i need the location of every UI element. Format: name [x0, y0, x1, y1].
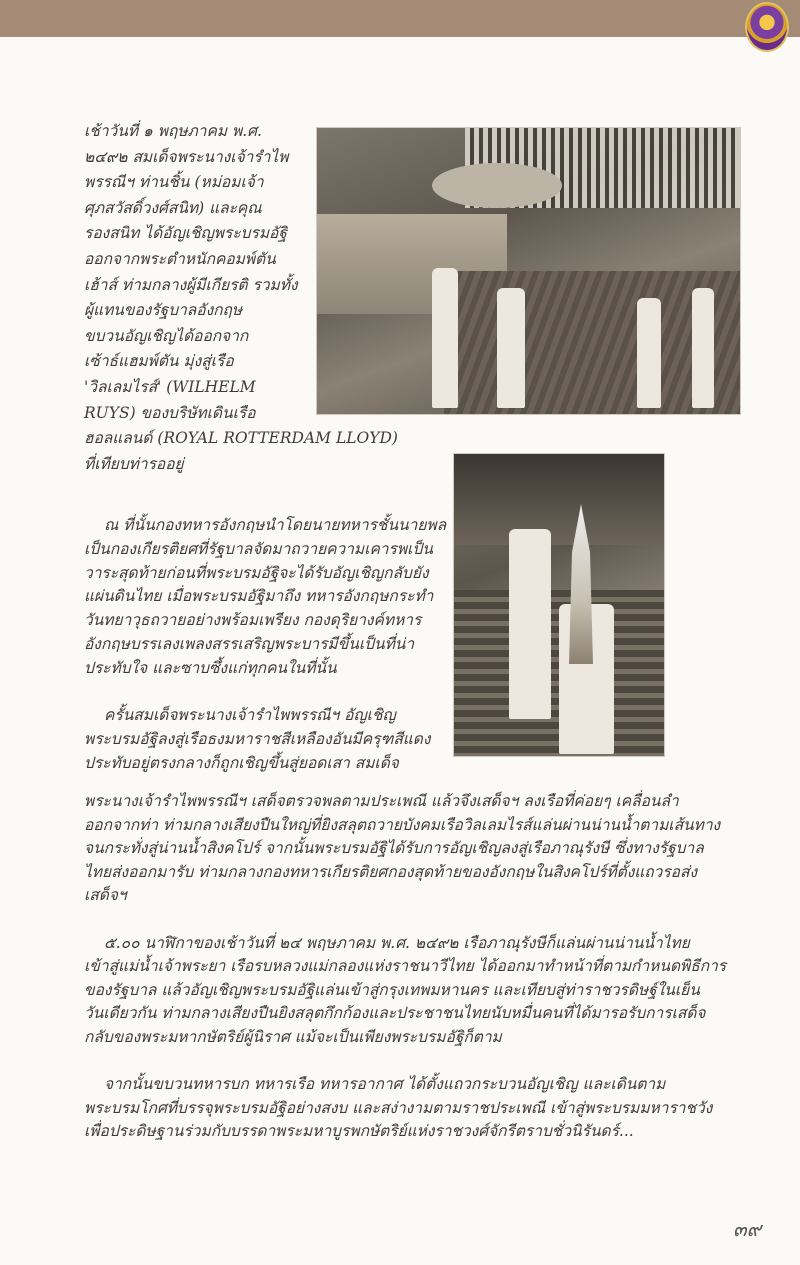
text-line: รองสนิท ได้อัญเชิญพระบรมอัฐิ [84, 224, 287, 243]
text-line: ศุภสวัสดิ์วงศ์สนิท) และคุณ [84, 198, 262, 217]
text-line: พรรณีฯ ท่านชิ้น (หม่อมเจ้า [84, 173, 264, 192]
text-line: ไทยส่งออกมารับ ท่ามกลางกองทหารเกียรติยศกองสุดท้ายของอังกฤษในสิงคโปร์ที่ตั้งแถวรอส่ง [84, 862, 698, 881]
text-line: เช้าวันที่ ๑ พฤษภาคม พ.ศ. [84, 122, 262, 140]
text-line: อังกฤษบรรเลงเพลงสรรเสริญพระบารมีขึ้นเป็นที่น่า [84, 635, 415, 653]
text-line: ครั้นสมเด็จพระนางเจ้ารำไพพรรณีฯ อัญเชิญ [104, 706, 396, 725]
text-line: พระบรมอัฐิลงสู่เรือธงมหาราชสีเหลืองอันมีครุฑสีแดง [84, 730, 431, 749]
text-line: ประทับอยู่ตรงกลางก็ถูกเชิญขึ้นสู่ยอดเสา สมเด็จ [84, 754, 399, 772]
text-line: เสด็จฯ [84, 886, 127, 905]
text-line: จากนั้นขบวนทหารบก ทหารเรือ ทหารอากาศ ได้ตั้งแถวกระบวนอัญเชิญ และเดินตาม [104, 1075, 666, 1094]
text-line: ๕.๐๐ นาฬิกาของเช้าวันที่ ๒๔ พฤษภาคม พ.ศ. ๒๔๙๒ เรือภาณุรังษีก็แล่นผ่านน่านน้ำไทย [104, 933, 690, 952]
text-line: ของรัฐบาล แล้วอัญเชิญพระบรมอัฐิแล่นเข้าสู่กรุงเทพมหานคร และเทียบสู่ท่าราชวรดิษฐ์ในเย็น [84, 980, 700, 999]
header-bar [0, 0, 800, 37]
text-line: เข้าสู่แม่น้ำเจ้าพระยา เรือรบหลวงแม่กลองแห่งราชนาวีไทย ได้ออกมาทำหน้าที่ตามกำหนดพิธีการ [84, 957, 727, 976]
text-line: กลับของพระมหากษัตริย์ผู้นิราศ แม้จะเป็นเพียงพระบรมอัฐิก็ตาม [84, 1028, 502, 1046]
text-line: ผู้แทนของรัฐบาลอังกฤษ [84, 301, 243, 320]
text-line: เป็นกองเกียรติยศที่รัฐบาลจัดมาถวายความเคารพเป็น [84, 539, 433, 558]
photo-procession-pier [316, 127, 741, 415]
text-line: ณ ที่นั้นกองทหารอังกฤษนำโดยนายทหารชั้นนายพล [104, 516, 447, 534]
text-line: 'วิลเลมไรส์' (WILHELM [84, 378, 256, 396]
text-line: เพื่อประดิษฐานร่วมกับบรรดาพระมหาบูรพกษัตริย์แห่งราชวงศ์จักรีตราบชั่วนิรันดร์... [84, 1122, 634, 1141]
text-line: วาระสุดท้ายก่อนที่พระบรมอัฐิจะได้รับอัญเชิญกลับยัง [84, 563, 429, 582]
text-line: เซ้าธ์แฮมพ์ตัน มุ่งสู่เรือ [84, 352, 234, 371]
text-line: เฮ้าส์ ท่ามกลางผู้มีเกียรติ รวมทั้ง [84, 275, 298, 294]
page-number: ๓๙ [733, 1217, 762, 1241]
text-line: RUYS) ของบริษัทเดินเรือ [84, 403, 256, 422]
photo-royal-urn [453, 453, 665, 757]
text-line: ขบวนอัญเชิญได้ออกจาก [84, 326, 249, 345]
text-line: ออกจากพระตำหนักคอมพ์ตัน [84, 250, 276, 268]
text-line: ๒๔๙๒ สมเด็จพระนางเจ้ารำไพ [84, 147, 289, 166]
text-line: วันเดียวกัน ท่ามกลางเสียงปืนยิงสลุตกึกก้องและประชาชนไทยนับหมื่นคนที่ได้มารอรับการเสด็จ [84, 1004, 706, 1023]
text-line: พระบรมโกศที่บรรจุพระบรมอัฐิอย่างสงบ และสง่างามตามราชประเพณี เข้าสู่พระบรมมหาราชวัง [84, 1098, 713, 1117]
text-line: ออกจากท่า ท่ามกลางเสียงปืนใหญ่ที่ยิงสลุตถวายบังคมเรือวิลเลมไรส์แล่นผ่านน่านน้ำตามเส้นทาง [84, 815, 721, 834]
text-line: แผ่นดินไทย เมื่อพระบรมอัฐิมาถึง ทหารอังกฤษกระทำ [84, 587, 434, 606]
text-line: ฮอลแลนด์ (ROYAL ROTTERDAM LLOYD) [84, 429, 398, 448]
text-line: จนกระทั่งสู่น่านน้ำสิงคโปร์ จากนั้นพระบรมอัฐิได้รับการอัญเชิญลงสู่เรือภาณุรังษี ซึ่งทางรัฐบาล [84, 839, 704, 858]
text-line: ที่เทียบท่ารออยู่ [84, 454, 184, 473]
university-seal-icon [745, 2, 789, 52]
text-line: พระนางเจ้ารำไพพรรณีฯ เสด็จตรวจพลตามประเพณี แล้วจึงเสด็จฯ ลงเรือที่ค่อยๆ เคลื่อนลำ [84, 792, 679, 810]
text-line: ประทับใจ และซาบซึ้งแก่ทุกคนในที่นั้น [84, 658, 337, 677]
text-line: วันทยาวุธถวายอย่างพร้อมเพรียง กองดุริยางค์ทหาร [84, 611, 422, 630]
